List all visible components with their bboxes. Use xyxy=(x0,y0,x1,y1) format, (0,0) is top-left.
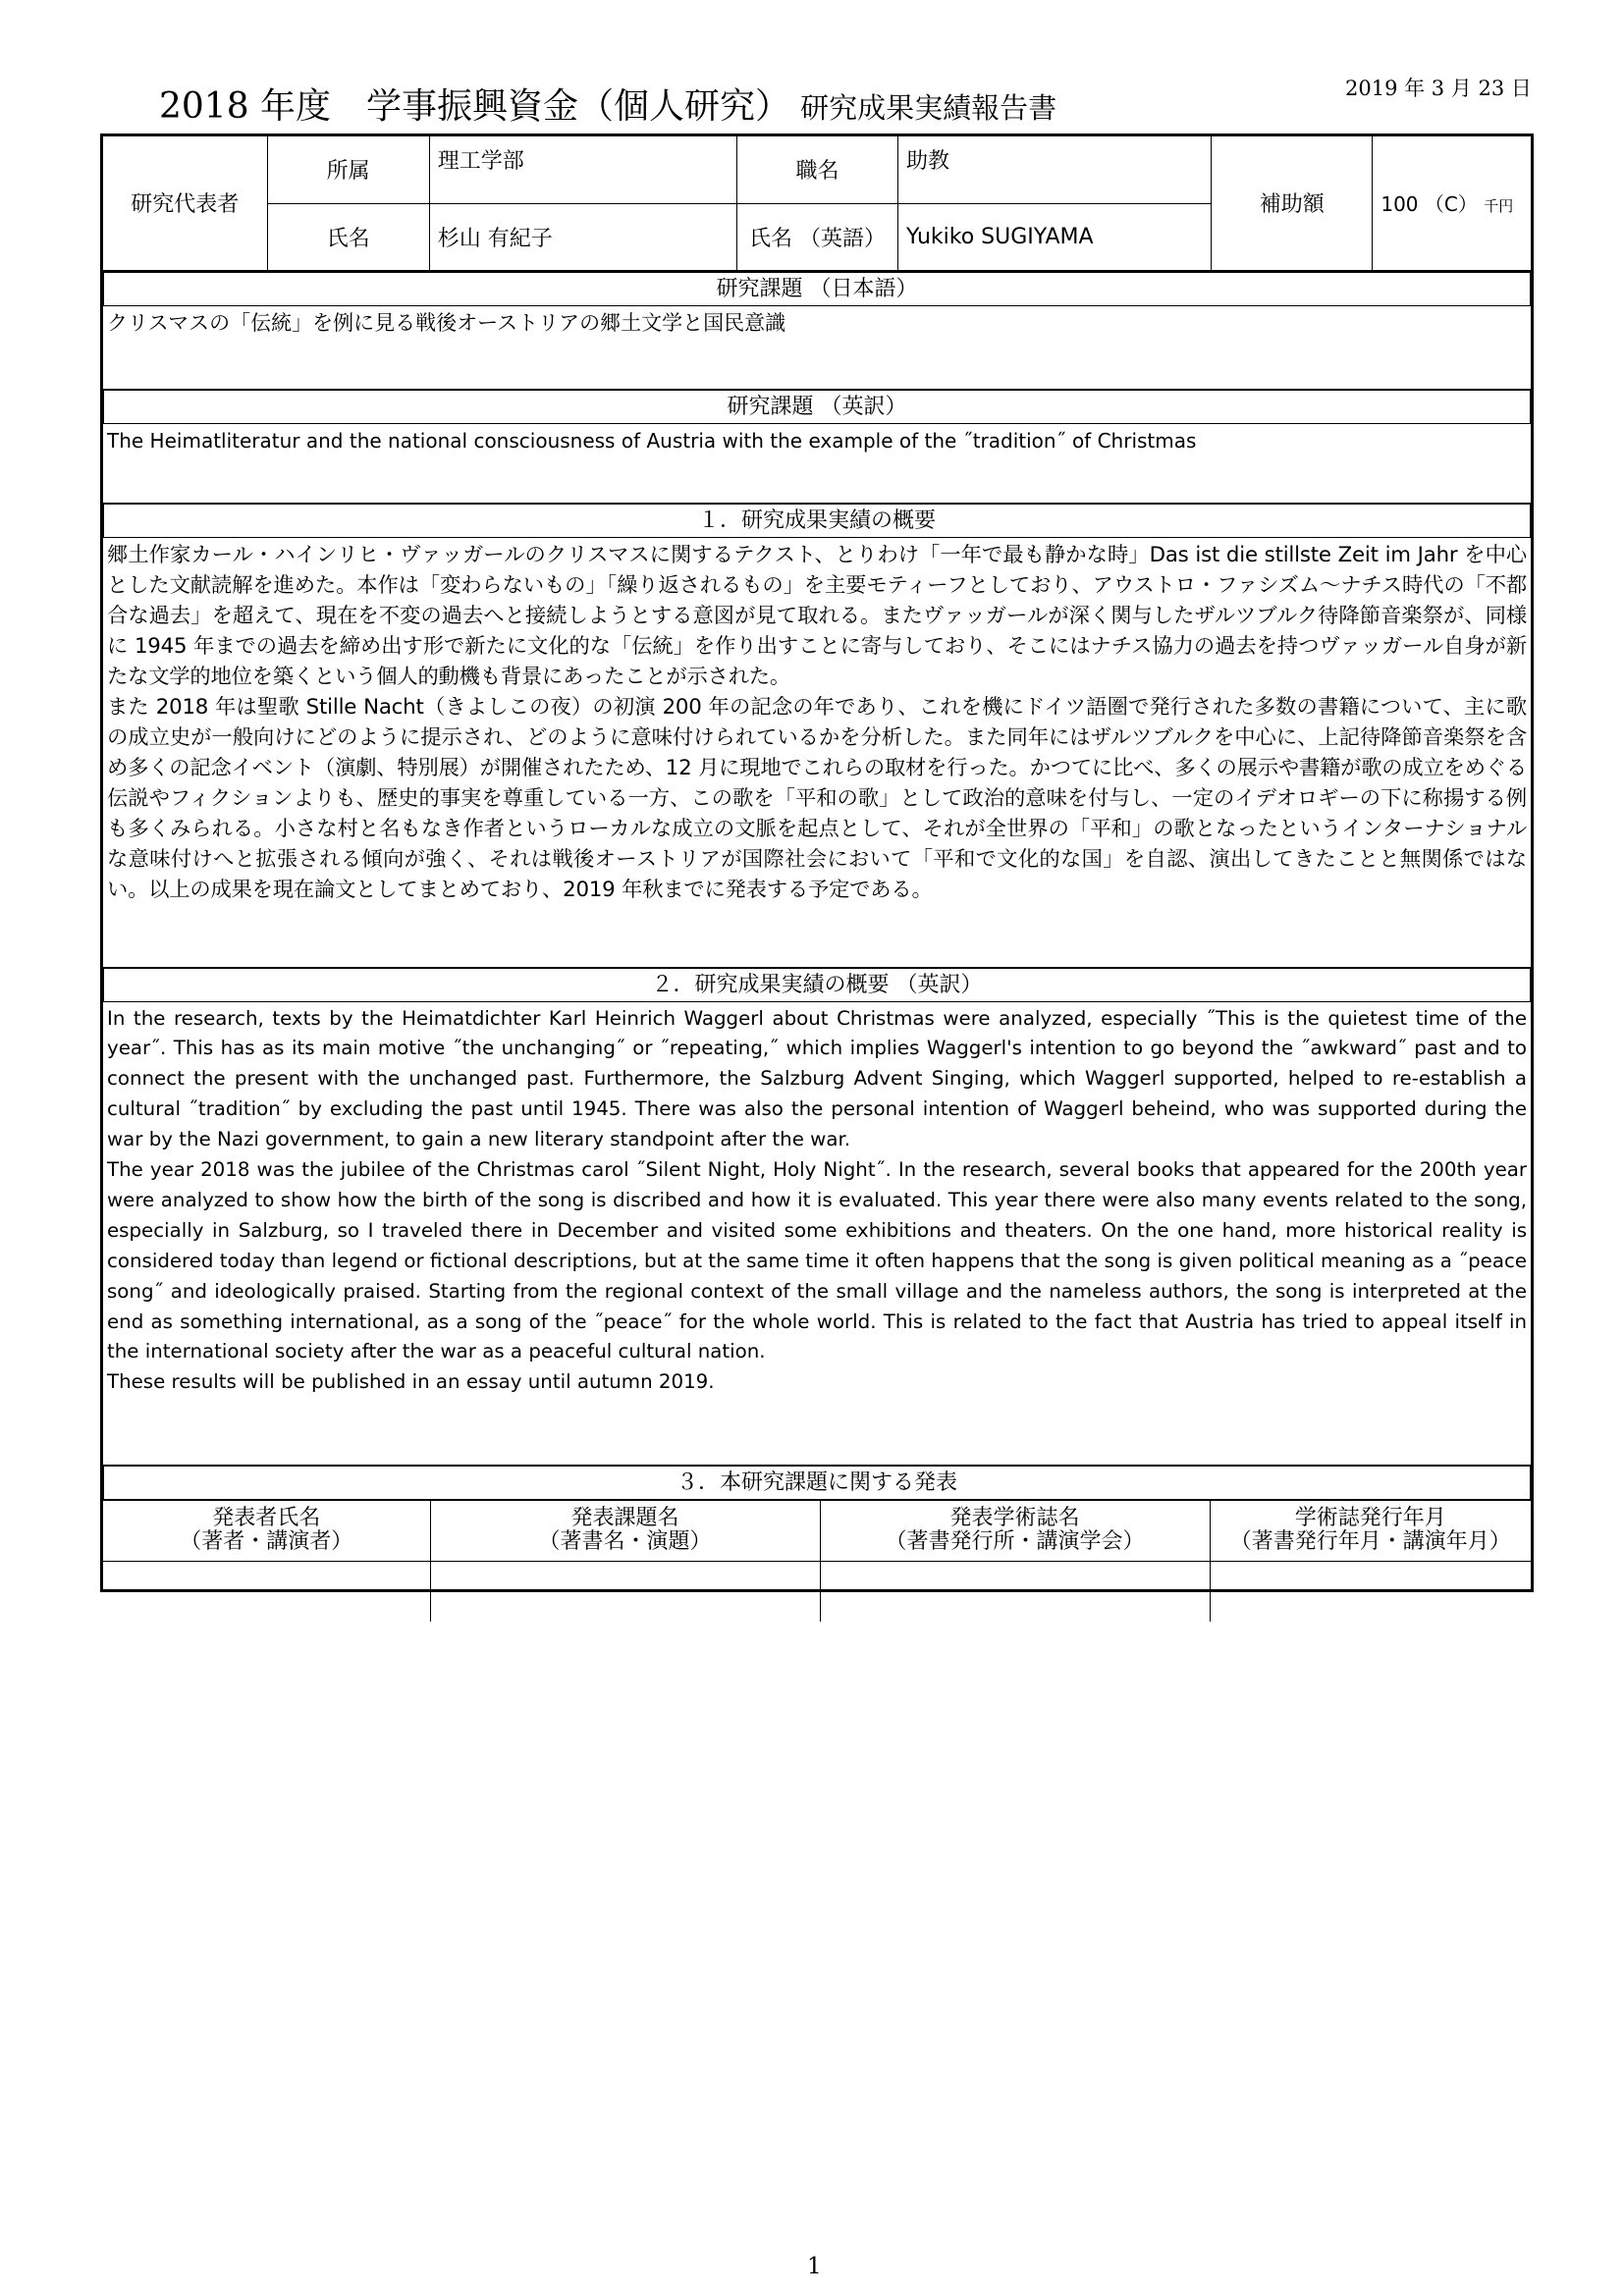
summary-jp-paragraph-1: 郷土作家カール・ハインリヒ・ヴァッガールのクリスマスに関するテクスト、とりわけ「一年で最も静かな時」Das ist die stillste Zeit im Jahr を中心とした文献読解を進めた。本作は「変わらないもの」「繰り返されるもの」を主要モティーフとしており、アウストロ・ファシズム～ナチス時代の「不都合な過去」を超えて、現在を不変の過去へと接続しようとする意図が見て取れる。またヴァッガールが深く関与したザルツブルク待降節音楽祭が、同様に 1945 年までの過去を締め出す形で新たに文化的な「伝統」を作り出すことに寄与しており、そこにはナチス協力の過去を持つヴァッガール自身が新たな文学的地位を築くという個人的動機も背景にあったことが示された。 xyxy=(107,542,1527,689)
topic-en-text: The Heimatliteratur and the national consciousness of Austria with the example of the ˝tradition˝ of Christmas xyxy=(107,428,1197,453)
grant-unit: 千円 xyxy=(1484,197,1514,216)
pub-col-presenter-sub: （著者・講演者） xyxy=(180,1529,353,1554)
publications-table xyxy=(103,1500,1531,1623)
info-table xyxy=(103,136,1531,271)
topic-jp-text: クリスマスの「伝統」を例に見る戦後オーストリアの郷土文学と国民意識 xyxy=(107,310,786,335)
document-title xyxy=(159,79,1056,129)
report-date: 2019 年 3 月 23 日 xyxy=(1345,77,1532,100)
pub-cell-date xyxy=(1210,1561,1531,1622)
pub-col-journal-sub: （著書発行所・講演学会） xyxy=(885,1529,1145,1554)
summary-en-body xyxy=(103,1002,1531,1465)
pub-col-title-title: 発表課題名 xyxy=(570,1506,679,1530)
summary-en-paragraph-1: In the research, texts by the Heimatdichter Karl Heinrich Waggerl about Christmas were analyzed, especially ˝This is the quietest time of the year˝. This has as its main motive ˝the unchanging˝ or ˝repeating,˝ which implies Waggerl's intention to go beyond the ˝awkward˝ past and to connect the present with the unchanged past. Furthermore, the Salzburg Advent Singing, which Waggerl supported, helped to re-establish a cultural ˝tradition˝ by excluding the past until 1945. There was also the personal intention of Waggerl beheind, who was supported during the war by the Nazi government, to gain a new literary standpoint after the war. xyxy=(107,1006,1527,1151)
grant-amount xyxy=(1373,136,1531,270)
name-en-label: 氏名 （英語） xyxy=(736,203,897,270)
page-number: 1 xyxy=(807,2254,822,2279)
grant-label: 補助額 xyxy=(1212,136,1373,270)
pub-col-title-sub: （著書名・演題） xyxy=(538,1529,712,1554)
topic-en-heading: 研究課題 （英訳） xyxy=(103,389,1531,424)
publications-heading: ３．本研究課題に関する発表 xyxy=(103,1465,1531,1500)
pub-col-date xyxy=(1210,1500,1531,1561)
position-label: 職名 xyxy=(736,136,897,203)
pub-cell-title xyxy=(430,1561,820,1622)
representative-label: 研究代表者 xyxy=(103,136,267,270)
title-sub: 研究成果実績報告書 xyxy=(800,91,1057,125)
pub-col-journal xyxy=(820,1500,1210,1561)
pub-col-presenter-title: 発表者氏名 xyxy=(212,1506,321,1530)
position-value: 助教 xyxy=(898,136,1212,203)
name-label: 氏名 xyxy=(267,203,429,270)
summary-en-paragraph-3: These results will be published in an essay until autumn 2019. xyxy=(107,1370,715,1394)
name-value: 杉山 有紀子 xyxy=(429,203,736,270)
affiliation-value: 理工学部 xyxy=(429,136,736,203)
topic-en-body xyxy=(103,424,1531,503)
title-main: 2018 年度 学事振興資金（個人研究） xyxy=(159,86,791,127)
affiliation-label: 所属 xyxy=(267,136,429,203)
pub-col-date-sub: （著書発行年月・講演年月） xyxy=(1229,1529,1511,1554)
summary-jp-paragraph-2: また 2018 年は聖歌 Stille Nacht（きよしこの夜）の初演 200 年の記念の年であり、これを機にドイツ語圏で発行された多数の書籍について、主に歌の成立史が一般向けにどのように提示され、どのように意味付けられているかを分析した。また同年にはザルツブルクを中心に、上記待降節音楽祭を含め多くの記念イベント（演劇、特別展）が開催されたため、12 月に現地でこれらの取材を行った。かつてに比べ、多くの展示や書籍が歌の成立をめぐる伝説やフィクションよりも、歴史的事実を尊重している一方、この歌を「平和の歌」として政治的意味を付与し、一定のイデオロギーの下に称揚する例も多くみられる。小さな村と名もなき作者というローカルな成立の文脈を起点として、それが全世界の「平和」の歌となったというインターナショナルな意味付けへと拡張される傾向が強く、それは戦後オーストリアが国際社会において「平和で文化的な国」を自認、演出してきたことと無関係ではない。以上の成果を現在論文としてまとめており、2019 年秋までに発表する予定である。 xyxy=(107,694,1527,902)
summary-en-paragraph-2: The year 2018 was the jubilee of the Christmas carol ˝Silent Night, Holy Night˝. In the research, several books that appeared for the 200th year were analyzed to show how the birth of the song is discribed and how it is evaluated. This year there were also many events related to the song, especially in Salzburg, so I traveled there in December and visited some exhibitions and theaters. On the one hand, more historical reality is considered today than legend or fictional descriptions, but at the same time it often happens that the song is given political meaning as a ˝peace song˝ and ideologically praised. Starting from the regional context of the small village and the nameless authors, the song is interpreted at the end as something international, as a song of the ˝peace˝ for the whole world. This is related to the fact that Austria has tried to appeal itself in the international society after the war as a peaceful cultural nation. xyxy=(107,1158,1527,1363)
pub-col-journal-title: 発表学術誌名 xyxy=(949,1506,1080,1530)
pub-col-presenter xyxy=(103,1500,430,1561)
topic-jp-heading: 研究課題 （日本語） xyxy=(103,271,1531,306)
pub-col-title xyxy=(430,1500,820,1561)
pub-col-date-title: 学術誌発行年月 xyxy=(1294,1506,1446,1530)
pub-cell-presenter xyxy=(103,1561,430,1622)
report-form xyxy=(100,133,1534,1592)
name-en-value: Yukiko SUGIYAMA xyxy=(898,203,1212,270)
grant-value: 100 （C） xyxy=(1380,192,1478,217)
pub-cell-journal xyxy=(820,1561,1210,1622)
topic-jp-body xyxy=(103,306,1531,389)
summary-en-heading: ２．研究成果実績の概要 （英訳） xyxy=(103,967,1531,1002)
summary-jp-heading: １．研究成果実績の概要 xyxy=(103,503,1531,538)
summary-jp-body xyxy=(103,538,1531,967)
